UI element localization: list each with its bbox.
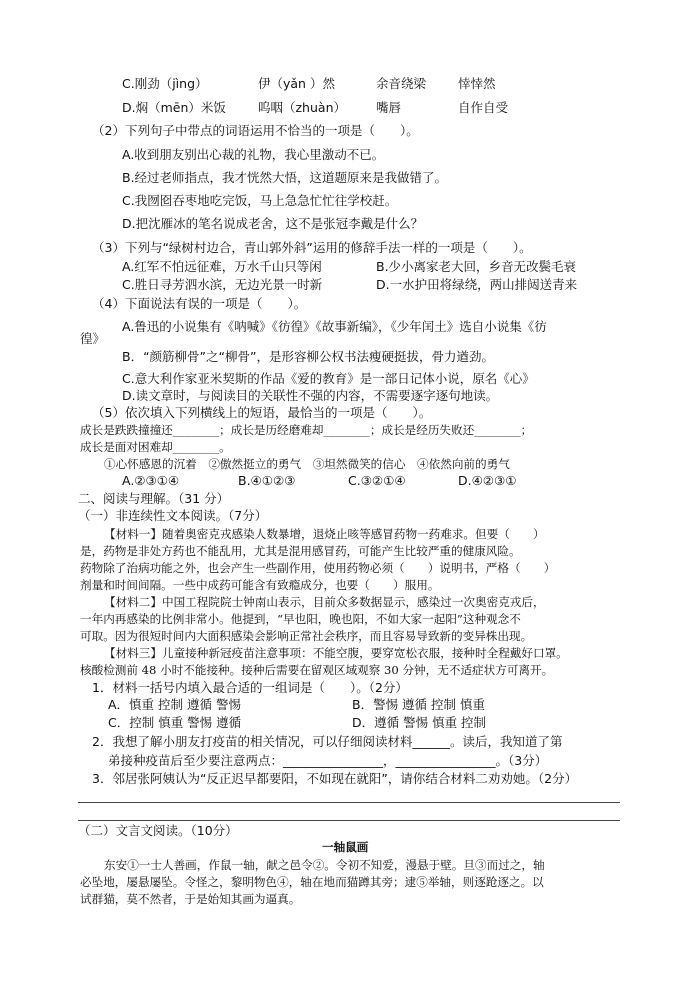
reading-q1-option-d: D．遵循 警惕 慎重 控制 <box>352 715 487 730</box>
section2-part1-title: （一）非连续性文本阅读。（7分） <box>78 508 268 523</box>
q5-stem: （5）依次填入下列横线上的短语，最恰当的一项是（ ）。 <box>92 405 432 420</box>
q1-option-d-4: 自作自受 <box>458 100 509 115</box>
q5-option-a: A.②③①④ <box>122 473 180 488</box>
reading-q1-stem: 1．材料一括号内填入最合适的一组词是（ ）。（2分） <box>92 680 408 695</box>
q2-option-c: C.我囫囵吞枣地吃完饭，马上急急忙忙往学校赶。 <box>122 193 398 208</box>
reading-q2-line2: 弟接种疫苗后至少要注意两点：________________，________________。（3分） <box>108 753 548 768</box>
passage-line3: 试群猫，莫不然者，于是始知其画为逼真。 <box>80 892 301 906</box>
q4-stem: （4）下面说法有误的一项是（ ）。 <box>92 296 307 311</box>
reading-q2-line1: 2．我想了解小朋友打疫苗的相关情况，可以仔细阅读材料______。读后，我知道了第 <box>92 734 563 749</box>
q2-option-b: B.经过老师指点，我才恍然大悟，这道题原来是我做错了。 <box>122 170 448 185</box>
q5-phrases: ①心怀感恩的沉着 ②傲然挺立的勇气 ③坦然微笑的信心 ④依然向前的勇气 <box>104 457 510 471</box>
material2-line1: 【材料二】中国工程院院士钟南山表示，目前众多数据显示，感染过一次奥密克戎后， <box>104 595 545 609</box>
q5-option-c: C.③②①④ <box>348 473 406 488</box>
q2-option-d: D.把沈雁冰的笔名说成老舍，这不是张冠李戴是什么？ <box>122 216 424 231</box>
material2-line3: 可取。因为很短时间内大面积感染会影响正常社会秩序，而且容易导致新的变异株出现。 <box>80 629 533 643</box>
q1-option-d-1: D.焖（mēn）米饭 <box>122 100 226 115</box>
q2-option-a: A.收到朋友别出心裁的礼物，我心里激动不已。 <box>122 147 385 162</box>
section2-title: 二、阅读与理解。（31 分） <box>78 491 230 506</box>
material2-line2: 一年内再感染的比例非常小。他提到，“早也阳，晚也阳，不如大家一起阳”这种观念不 <box>80 612 521 626</box>
reading-q1-option-c: C．控制 慎重 警惕 遵循 <box>108 715 242 730</box>
reading-q3-stem: 3．邻居张阿姨认为“反正迟早都要阳，不如现在就阳”，请你结合材料二劝劝她。（2分） <box>92 771 578 786</box>
reading-q1-option-a: A．慎重 控制 遵循 警惕 <box>108 697 241 712</box>
q5-option-b: B.④①②③ <box>238 473 296 488</box>
material3-line1: 【材料三】儿童接种新冠疫苗注意事项：不能空腹，要穿宽松衣服，接种时全程戴好口罩。 <box>104 646 568 660</box>
q3-option-a: A.红军不怕远征难，万水千山只等闲 <box>122 259 322 274</box>
answer-line-2 <box>78 820 620 821</box>
material1-line4: 剂量和时间间隔。一些中成药可能含有致瘾成分，也要（ ）服用。 <box>80 578 440 592</box>
material1-line1: 【材料一】随着奥密克戎感染人数暴增，退烧止咳等感冒药物一药难求。但要（ ） <box>104 527 545 541</box>
q5-line-1: 成长是跌跌撞撞还________；成长是历经磨难却________；成长是经历失败还________； <box>80 423 533 437</box>
q2-stem: （2）下列句子中带点的词语运用不恰当的一项是（ ）。 <box>92 123 419 138</box>
material1-line3: 药物除了治病功能之外，也会产生一些副作用，使用药物必须（ ）说明书，严格（ ） <box>80 561 556 575</box>
q5-option-d: D.④②③① <box>458 473 517 488</box>
q5-line-2: 成长是面对困难却________。 <box>80 440 231 454</box>
q4-option-a-cont: 徨》 <box>80 331 106 346</box>
q3-option-c: C.胜日寻芳泗水滨，无边光景一时新 <box>122 277 323 292</box>
answer-line-1 <box>78 802 620 803</box>
passage-title: 一轴鼠画 <box>322 840 369 854</box>
q1-option-c-3: 余音绕梁 <box>376 76 427 91</box>
material1-line2: 是，药物是非处方药也不能乱用，尤其是混用感冒药，可能产生比较严重的健康风险。 <box>80 544 521 558</box>
reading-q1-option-b: B．警惕 遵循 控制 慎重 <box>352 697 485 712</box>
q3-option-b: B.少小离家老大回，乡音无改鬓毛衰 <box>376 259 577 274</box>
section2-part2-title: （二）文言文阅读。（10分） <box>78 823 238 838</box>
q4-option-b: B．“颜筋柳骨”之“柳骨”，是形容柳公权书法瘦硬挺拔，骨力遒劲。 <box>122 349 494 364</box>
q3-stem: （3）下列与“绿树村边合，青山郭外斜”运用的修辞手法一样的一项是（ ）。 <box>92 240 532 255</box>
q1-option-d-2: 呜咽（zhuàn） <box>258 100 346 115</box>
q1-option-d-3: 嘴唇 <box>376 100 402 115</box>
q4-option-d: D.读文章时，与阅读目的关联性不强的内容，不需要逐字逐句地读。 <box>122 388 499 403</box>
passage-line1: 东安①一士人善画，作鼠一轴，献之邑令②。令初不知爱，漫悬于壁。旦③而过之，轴 <box>104 858 545 872</box>
q1-option-c-1: C.刚劲（jìng） <box>122 76 208 91</box>
q4-option-a: A.鲁迅的小说集有《呐喊》《彷徨》《故事新编》，《少年闰土》选自小说集《彷 <box>122 319 547 334</box>
q4-option-c: C.意大利作家亚米契斯的作品《爱的教育》是一部日记体小说，原名《心》 <box>122 371 535 386</box>
passage-line2: 必坠地，屡悬屡坠。令怪之，黎明物色④，轴在地而猫蹲其旁；逮⑤举轴，则逐跄逐之。以 <box>80 875 544 889</box>
q1-option-c-2: 伊（yǎn ）然 <box>258 76 335 91</box>
q3-option-d: D.一水护田将绿绕，两山排闼送青来 <box>376 277 578 292</box>
material3-line2: 核酸检测前 48 小时不能接种。接种后需要在留观区域观察 30 分钟，无不适症状方可离开。 <box>80 663 554 677</box>
q1-option-c-4: 悻悻然 <box>458 76 496 91</box>
